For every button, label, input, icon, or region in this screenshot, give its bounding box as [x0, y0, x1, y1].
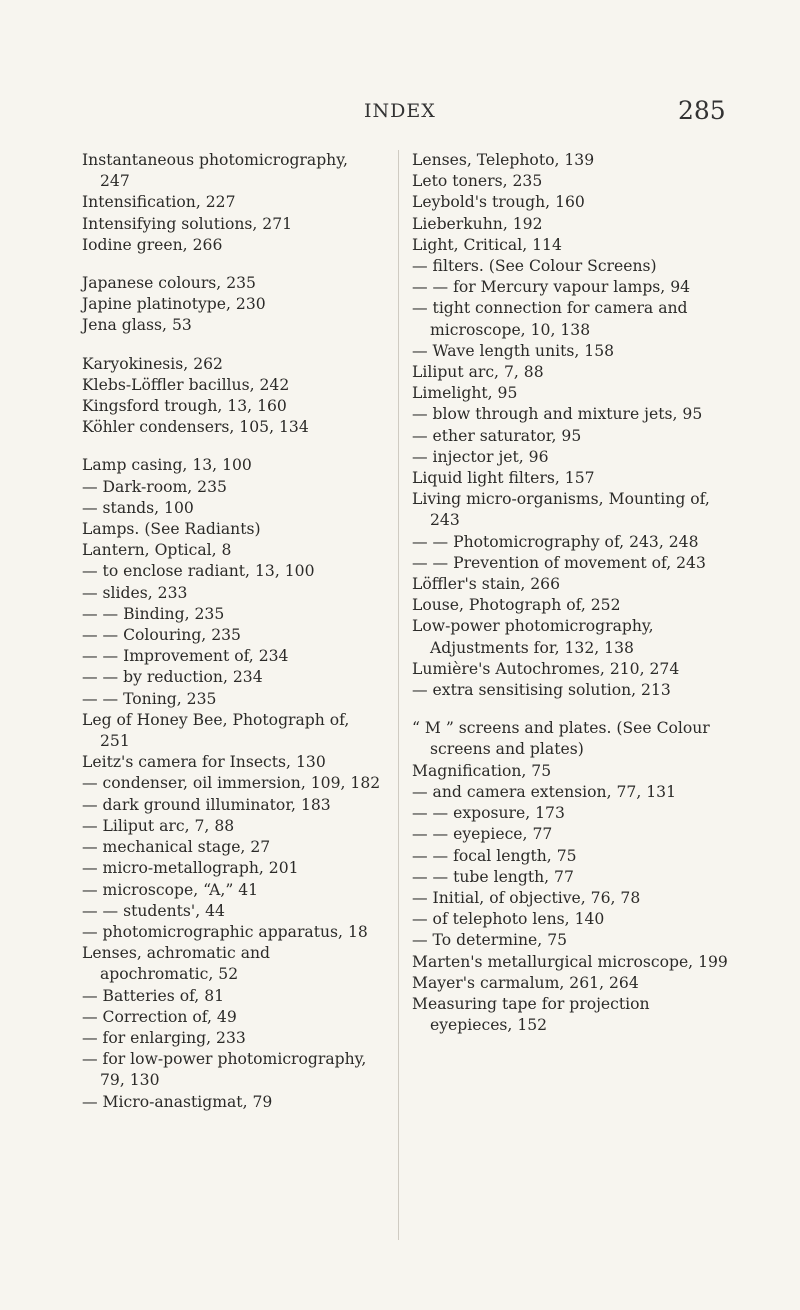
index-entry: Jena glass, 53: [82, 316, 192, 335]
index-entry: — slides, 233: [82, 583, 188, 602]
index-entry: — — Colouring, 235: [82, 626, 241, 645]
index-entry: — — Binding, 235: [82, 604, 225, 623]
index-entry: Lenses, achromatic and apochromatic, 52: [82, 944, 271, 984]
index-entry: — injector jet, 96: [412, 447, 549, 466]
index-entry: — condenser, oil immersion, 109, 182: [82, 774, 381, 793]
index-entry: — Correction of, 49: [82, 1007, 237, 1026]
running-title: INDEX: [364, 100, 436, 122]
index-entry: — blow through and mixture jets, 95: [412, 405, 703, 424]
index-entry: Measuring tape for projection eyepieces, 152: [412, 994, 650, 1035]
index-entry: Marten's metallurgical microscope, 199: [412, 952, 728, 971]
index-entry: — to enclose radiant, 13, 100: [82, 562, 315, 581]
index-entry: Intensifying solutions, 271: [82, 214, 293, 233]
index-entry: — tight connection for camera and microscope, 10, 138: [412, 299, 688, 339]
index-entry: Instantaneous photomicrography, 247: [82, 151, 348, 191]
index-entry: Klebs-Löffler bacillus, 242: [82, 375, 290, 394]
index-entry: Leg of Honey Bee, Photograph of, 251: [82, 710, 350, 751]
index-entry: — — Toning, 235: [82, 689, 217, 708]
index-column-left: [82, 150, 382, 1113]
index-entry: — dark ground illuminator, 183: [82, 795, 331, 814]
index-entry: Intensification, 227: [82, 193, 236, 212]
index-entry: — — Photomicrography of, 243, 248: [412, 532, 699, 551]
section-gap: [82, 256, 382, 273]
index-entry: Kingsford trough, 13, 160: [82, 397, 287, 416]
index-entry: — Batteries of, 81: [82, 986, 225, 1005]
index-entry: — filters. (See Colour Screens): [412, 257, 657, 276]
index-entry: Living micro-organisms, Mounting of, 243: [412, 490, 710, 530]
index-entry: — micro-metallograph, 201: [82, 859, 299, 878]
index-entry: — — focal length, 75: [412, 846, 577, 865]
index-entry: Low-power photomicrography, Adjustments for, 132, 138: [412, 617, 654, 657]
index-entry: — — for Mercury vapour lamps, 94: [412, 278, 691, 297]
index-entry: — Wave length units, 158: [412, 341, 615, 360]
index-entry: Magnification, 75: [412, 761, 552, 780]
index-entry: Löffler's stain, 266: [412, 575, 561, 594]
index-entry: Leto toners, 235: [412, 172, 543, 191]
index-entry: — — exposure, 173: [412, 804, 565, 823]
index-entry: Louse, Photograph of, 252: [412, 596, 621, 615]
index-entry: — for enlarging, 233: [82, 1028, 246, 1047]
column-divider: [398, 150, 399, 1240]
index-entry: — — tube length, 77: [412, 867, 574, 886]
index-entry: — ether saturator, 95: [412, 426, 582, 445]
index-entry: Iodine green, 266: [82, 235, 223, 254]
page-header: [0, 96, 800, 130]
index-entry: — — students', 44: [82, 901, 225, 920]
section-gap: [82, 438, 382, 455]
index-entry: Liliput arc, 7, 88: [412, 363, 544, 382]
index-entry: — To determine, 75: [412, 931, 568, 950]
index-entry: — extra sensitising solution, 213: [412, 681, 671, 700]
index-entry: Köhler condensers, 105, 134: [82, 418, 309, 437]
index-entry: — mechanical stage, 27: [82, 838, 271, 857]
index-entry: — microscope, “A,” 41: [82, 880, 259, 899]
index-entry: Limelight, 95: [412, 384, 518, 403]
index-entry: Lamp casing, 13, 100: [82, 456, 252, 475]
index-entry: — and camera extension, 77, 131: [412, 782, 676, 801]
index-entry: Leitz's camera for Insects, 130: [82, 753, 326, 772]
index-entry: — Initial, of objective, 76, 78: [412, 888, 641, 907]
index-entry: Lumière's Autochromes, 210, 274: [412, 659, 680, 678]
index-entry: Light, Critical, 114: [412, 235, 562, 254]
index-entry: — Micro-anastigmat, 79: [82, 1092, 273, 1111]
index-entry: Lenses, Telephoto, 139: [412, 151, 595, 169]
index-entry: Japine platinotype, 230: [82, 295, 266, 314]
index-entry: Mayer's carmalum, 261, 264: [412, 973, 639, 992]
index-entry: — Liliput arc, 7, 88: [82, 816, 235, 835]
section-gap: [412, 701, 734, 718]
index-entry: — — Improvement of, 234: [82, 647, 289, 666]
index-entry: — photomicrographic apparatus, 18: [82, 922, 368, 941]
index-entry: Japanese colours, 235: [82, 274, 256, 293]
index-entry: — Dark-room, 235: [82, 477, 227, 496]
section-gap: [82, 337, 382, 354]
index-entry: Liquid light filters, 157: [412, 469, 595, 488]
index-entry: — — by reduction, 234: [82, 668, 263, 687]
index-entry: — stands, 100: [82, 498, 194, 517]
index-entry: — of telephoto lens, 140: [412, 910, 605, 929]
index-column-right: [412, 150, 734, 1036]
index-entry: Leybold's trough, 160: [412, 193, 585, 212]
index-entry: — — eyepiece, 77: [412, 825, 553, 844]
index-entry: — — Prevention of movement of, 243: [412, 553, 706, 572]
page-number: 285: [678, 96, 726, 125]
index-entry: Lamps. (See Radiants): [82, 520, 261, 539]
index-entry: Lieberkuhn, 192: [412, 214, 543, 233]
index-entry: Karyokinesis, 262: [82, 354, 223, 373]
index-entry: — for low-power photomicrography, 79, 130: [82, 1050, 367, 1090]
index-entry: “ M ” screens and plates. (See Colour screens and plates): [412, 719, 710, 759]
index-entry: Lantern, Optical, 8: [82, 541, 232, 560]
